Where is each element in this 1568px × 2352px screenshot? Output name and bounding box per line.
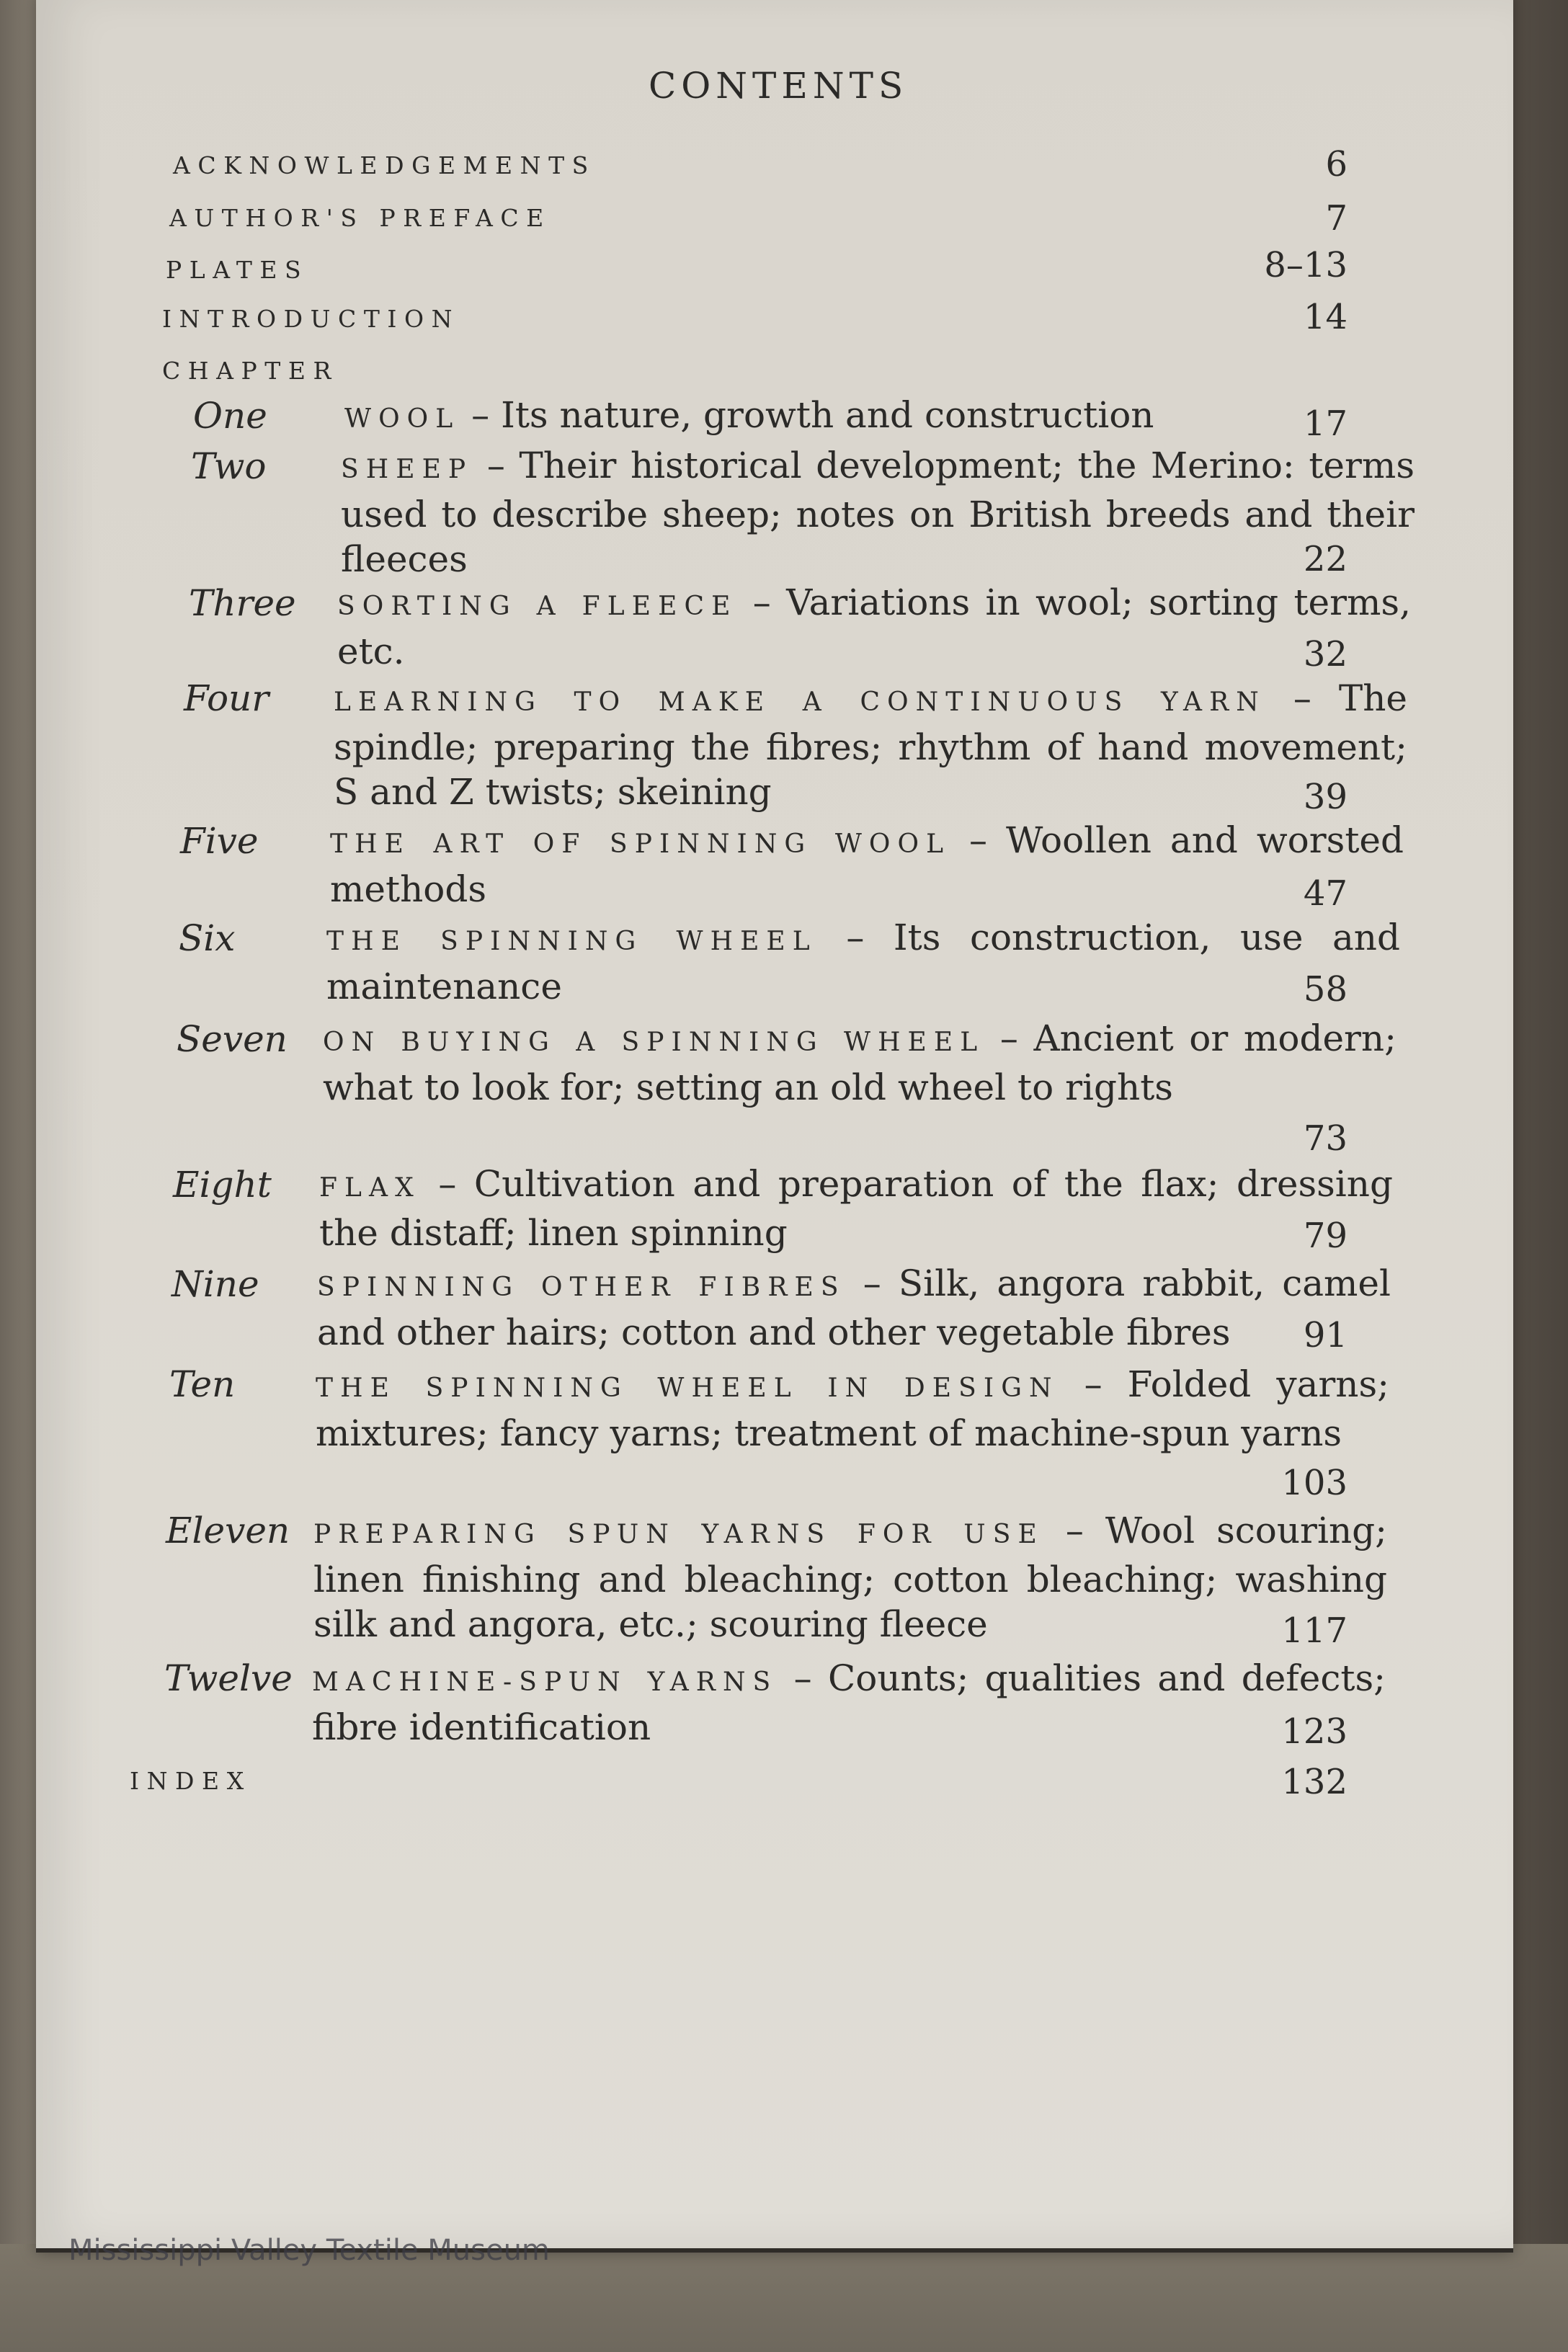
index-page: 132: [1281, 1762, 1348, 1802]
chapter-entry: FLAX – Cultivation and preparation of the flax; dressing the distaff; linen spinning: [319, 1163, 1393, 1254]
front-plates: PLATES: [166, 256, 309, 284]
chapter-page: 73: [1303, 1118, 1348, 1159]
chapter-entry: THE SPINNING WHEEL – Its construction, use and maintenance: [326, 917, 1400, 1007]
chapter-entry: THE ART OF SPINNING WOOL – Woollen and worsted methods: [330, 819, 1404, 910]
chapter-entry: PREPARING SPUN YARNS FOR USE – Wool scouring; linen finishing and bleaching; cotton bleaching; washing silk and angora, etc.; scouring fleece: [313, 1510, 1388, 1645]
chapter-page: 91: [1303, 1315, 1348, 1355]
chapter-number: Seven: [177, 1018, 288, 1060]
chapter-number: Five: [180, 820, 259, 862]
chapter-page: 79: [1303, 1216, 1348, 1256]
index-label: INDEX: [130, 1767, 251, 1795]
chapter-number: Nine: [172, 1263, 259, 1305]
front-preface: AUTHOR'S PREFACE: [169, 204, 551, 232]
chapter-page: 117: [1281, 1611, 1348, 1651]
chapter-number: Twelve: [164, 1657, 293, 1699]
chapter-number: Three: [189, 582, 296, 624]
chapter-page: 123: [1281, 1711, 1348, 1752]
chapter-page: 17: [1303, 404, 1348, 444]
chapter-entry: SHEEP – Their historical development; the Merino: terms used to describe sheep; notes on British breeds and their fleeces: [341, 445, 1415, 580]
book-page: [36, 0, 1513, 2253]
chapter-entry: LEARNING TO MAKE A CONTINUOUS YARN – The spindle; preparing the fibres; rhythm of hand movement; S and Z twists; skeining: [334, 677, 1407, 813]
chapter-number: Ten: [169, 1363, 236, 1405]
chapter-number: One: [193, 395, 267, 437]
front-introduction: INTRODUCTION: [162, 305, 460, 333]
chapter-heading: CHAPTER: [162, 357, 339, 385]
chapter-entry: MACHINE-SPUN YARNS – Counts; qualities and defects; fibre identification: [312, 1657, 1386, 1748]
front-acknowledgements-page: 6: [1325, 144, 1348, 184]
page-title: CONTENTS: [649, 65, 909, 107]
chapter-page: 32: [1303, 634, 1348, 674]
chapter-number: Four: [184, 677, 270, 719]
chapter-entry: SPINNING OTHER FIBRES – Silk, angora rabbit, camel and other hairs; cotton and other vegetable fibres: [317, 1262, 1391, 1353]
front-acknowledgements: ACKNOWLEDGEMENTS: [173, 151, 596, 179]
chapter-entry: SORTING A FLEECE – Variations in wool; sorting terms, etc.: [337, 582, 1411, 672]
chapter-page: 58: [1303, 969, 1348, 1010]
chapter-entry: WOOL – Its nature, growth and construction: [344, 394, 1154, 436]
chapter-page: 103: [1281, 1463, 1348, 1503]
chapter-page: 22: [1303, 539, 1348, 579]
watermark-text: Mississippi Valley Textile Museum: [68, 2234, 550, 2267]
chapter-number: Two: [191, 445, 267, 487]
chapter-entry: ON BUYING A SPINNING WHEEL – Ancient or modern; what to look for; setting an old wheel to rights: [323, 1017, 1396, 1108]
chapter-number: Eight: [173, 1164, 272, 1206]
front-plates-page: 8–13: [1264, 245, 1348, 285]
chapter-number: Six: [179, 917, 236, 959]
chapter-entry: THE SPINNING WHEEL IN DESIGN – Folded yarns; mixtures; fancy yarns; treatment of machine-spun yarns: [316, 1363, 1389, 1454]
front-preface-page: 7: [1325, 198, 1348, 239]
chapter-page: 47: [1303, 873, 1348, 914]
chapter-number: Eleven: [166, 1510, 290, 1551]
front-introduction-page: 14: [1303, 297, 1348, 337]
chapter-page: 39: [1303, 777, 1348, 817]
